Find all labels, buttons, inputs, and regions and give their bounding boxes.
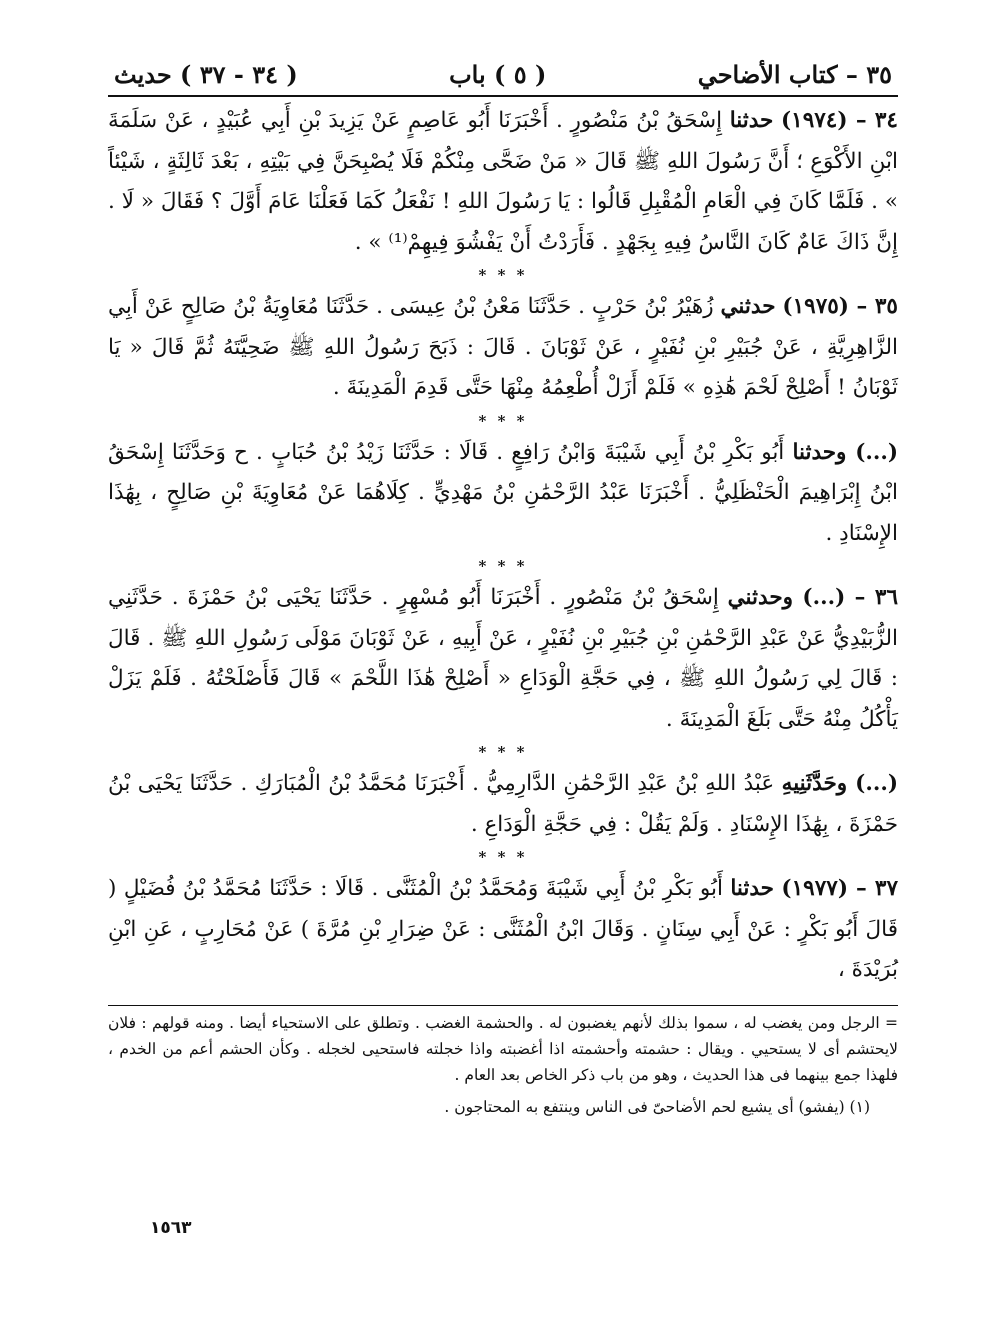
transmission-word: حدثنا — [729, 108, 774, 133]
hadith-number: ٣٥ – (١٩٧٥) — [782, 294, 898, 319]
hadith-36-variant — [108, 764, 898, 845]
hadith-text: عَبْدُ اللهِ بْنُ عَبْدِ الرَّحْمَٰنِ الدَّارِمِيُّ . أَخْبَرَنَا مُحَمَّدُ بْنُ الْمُبَارَكِ . حَدَّثَنَا يَحْيَى بْنُ حَمْزَةَ ، بِهَٰذَا الإِسْنَادِ . وَلَمْ يَقُلْ : فِي حَجَّةِ الْوَدَاعِ . — [108, 771, 898, 837]
footnote-divider — [108, 1005, 898, 1006]
page-number: ١٥٦٣ — [150, 1218, 192, 1238]
footnote-1: (١) (يفشو) أى يشيع لحم الأضاحىّ فى الناس وينتفع به المحتاجون . — [444, 1097, 870, 1116]
separator-stars: * * * — [478, 743, 528, 761]
hadith-text: إِسْحَقُ بْنُ مَنْصُورٍ . أَخْبَرَنَا أَبُو مُسْهِرٍ . حَدَّثَنَا يَحْيَى بْنُ حَمْزَةَ . حَدَّثَنِي الزُّبَيْدِيُّ عَنْ عَبْدِ الرَّحْمَٰنِ بْنِ جُبَيْرِ بْنِ نُفَيْرٍ ، عَنْ أَبِيهِ ، عَنْ ثَوْبَانَ مَوْلَى رَسُولِ اللهِ ﷺ . قَالَ : قَالَ لِي رَسُولُ اللهِ ﷺ ، فِي حَجَّةِ الْوَدَاعِ « أَصْلِحْ هَٰذَا اللَّحْمَ » قَالَ فَأَصْلَحْتُهُ . فَلَمْ يَزَلْ يَأْكُلُ مِنْهُ حَتَّى بَلَغَ الْمَدِينَةَ . — [108, 585, 898, 732]
hadith-text: زُهَيْرُ بْنُ حَرْبٍ . حَدَّثَنَا مَعْنُ بْنُ عِيسَى . حَدَّثَنَا مُعَاوِيَةُ بْنُ صَالِحٍ عَنْ أَبِي الزَّاهِرِيَّةِ ، عَنْ جُبَيْرِ بْنِ نُفَيْرٍ ، عَنْ ثَوْبَانَ . قَالَ : ذَبَحَ رَسُولُ اللهِ ﷺ ضَحِيَّتَهُ ثُمَّ قَالَ « يَا ثَوْبَانُ ! أَصْلِحْ لَحْمَ هَٰذِهِ » فَلَمْ أَزَلْ أُطْعِمُهُ مِنْهَا حَتَّى قَدِمَ الْمَدِينَةَ . — [108, 294, 898, 400]
hadith-body — [108, 101, 898, 991]
separator-stars: * * * — [478, 557, 528, 575]
hadith-37 — [108, 869, 898, 991]
hadith-35-variant — [108, 433, 898, 555]
transmission-word: حدثنا — [730, 876, 774, 901]
hadith-text: إِسْحَقُ بْنُ مَنْصُورٍ . أَخْبَرَنَا أَبُو عَاصِمٍ عَنْ يَزِيدَ بْنِ أَبِي عُبَيْدٍ ، عَنْ سَلَمَةَ ابْنِ الأَكْوَعِ ؛ أَنَّ رَسُولَ اللهِ ﷺ قَالَ « مَنْ ضَحَّى مِنْكُمْ فَلَا يُصْبِحَنَّ فِي بَيْتِهِ ، بَعْدَ ثَالِثَةٍ ، شَيْئاً » . فَلَمَّا كَانَ فِي الْعَامِ الْمُقْبِلِ قَالُوا : يَا رَسُولَ اللهِ ! نَفْعَلُ كَمَا فَعَلْنَا عَامَ أَوَّلَ ؟ فَقَالَ « لَا . إِنَّ ذَاكَ عَامٌ كَانَ النَّاسُ فِيهِ بِجَهْدٍ . فَأَرَدْتُ أَنْ يَفْشُوَ فِيهِمْ⁽¹⁾ » . — [108, 108, 898, 255]
hadith-text: أَبُو بَكْرِ بْنُ أَبِي شَيْبَةَ وَمُحَمَّدُ بْنُ الْمُثَنَّى . قَالَا : حَدَّثَنَا مُحَمَّدُ بْنُ فُضَيْلٍ ( قَالَ أَبُو بَكْرٍ : عَنْ أَبِي سِنَانٍ . وَقَالَ ابْنُ الْمُثَنَّى : عَنْ ضِرَارِ بْنِ مُرَّةَ ) عَنْ مُحَارِبٍ ، عَنِ ابْنِ بُرَيْدَةَ ، — [108, 876, 898, 982]
hadith-number: (...) وحَدَّثَنِيهِ — [781, 771, 898, 796]
transmission-word: حدثني — [720, 294, 776, 319]
footnote-continuation: = الرجل ومن يغضب له ، سموا بذلك لأنهم يغضبون له . والحشمة الغضب . وتطلق على الاستحياء أيضا . ومنه قولهم : فلان لايحتشم أى لا يستحيي . ويقال : حشمته وأحشمته اذا أغضبته واذا خجلته فاستحيى لخجله . وكأن الحشم أعم من الخدم ، فلهذا جمع بينهما فى هذا الحديث ، وهو من باب ذكر الخاص بعد العام . — [108, 1013, 898, 1084]
hadith-35 — [108, 287, 898, 409]
footnotes — [108, 1010, 898, 1120]
hadith-number: (...) وحدثنا — [792, 439, 898, 465]
hadith-36 — [108, 578, 898, 740]
running-header — [108, 60, 898, 97]
page — [108, 60, 898, 1120]
hadith-34 — [108, 101, 898, 263]
separator-stars: * * * — [478, 266, 528, 284]
hadith-number: ٣٤ – (١٩٧٤) — [780, 108, 898, 133]
separator-stars: * * * — [478, 411, 528, 430]
separator-stars: * * * — [478, 848, 528, 866]
hadith-text: أَبُو بَكْرِ بْنُ أَبِي شَيْبَةَ وَابْنُ رَافِعٍ . قَالَا : حَدَّثَنَا زَيْدُ بْنُ حُبَابٍ . ح وَحَدَّثَنَا إِسْحَقُ ابْنُ إِبْرَاهِيمَ الْحَنْظَلِيُّ . أَخْبَرَنَا عَبْدُ الرَّحْمَٰنِ بْنُ مَهْدِيٍّ . كِلَاهُمَا عَنْ مُعَاوِيَةَ بْنِ صَالِحٍ ، بِهَٰذَا الإِسْنَادِ . — [108, 439, 898, 546]
chapter-title: ( ٥ ) باب — [449, 60, 547, 89]
book-title: ٣٥ – كتاب الأضاحي — [697, 60, 892, 89]
hadith-number: ٣٧ – (١٩٧٧) — [781, 876, 898, 901]
hadith-range: ( ٣٤ - ٣٧ ) حديث — [114, 60, 298, 89]
hadith-number: ٣٦ – (...) وحدثني — [727, 585, 898, 610]
